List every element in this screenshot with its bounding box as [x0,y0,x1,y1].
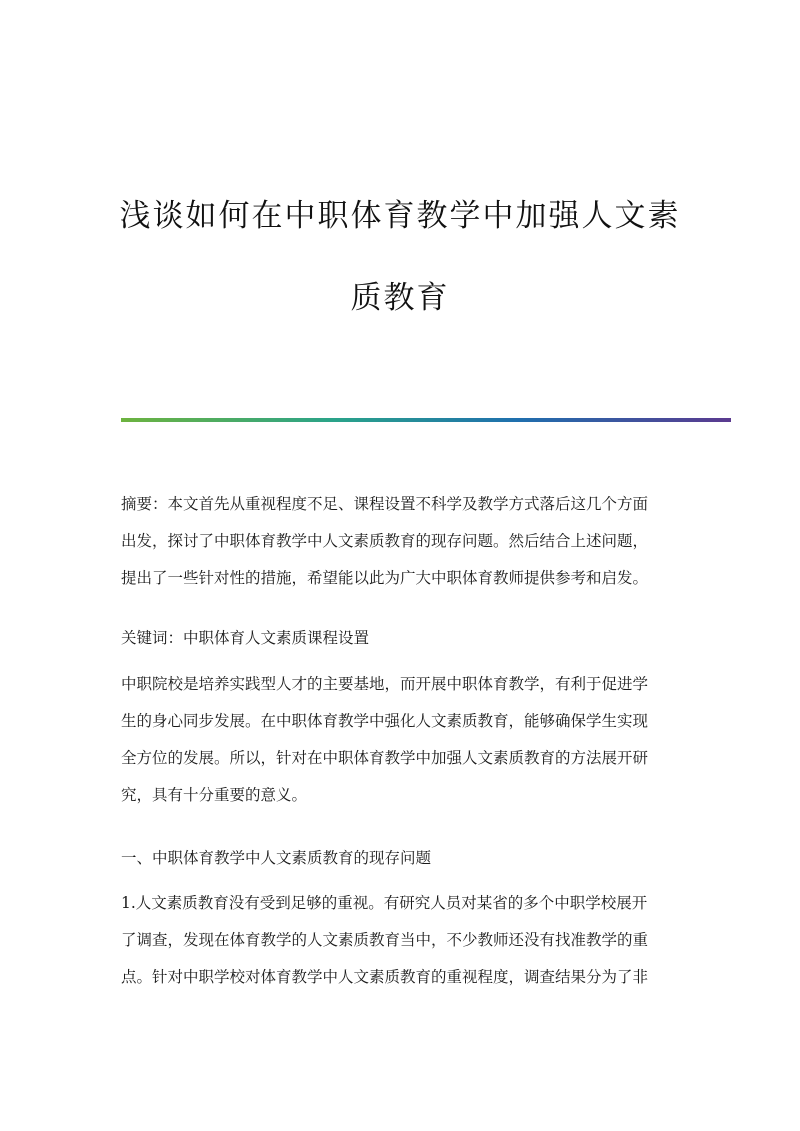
abstract-line: 出发，探讨了中职体育教学中人文素质教育的现存问题。然后结合上述问题， [121,532,649,550]
point-1-line: 1.人文素质教育没有受到足够的重视。有研究人员对某省的多个中职学校展开 [121,894,648,912]
keywords-line: 关键词：中职体育人文素质课程设置 [121,629,370,647]
document-title-line-2: 质教育 [350,280,450,316]
intro-line: 究，具有十分重要的意义。 [121,786,308,804]
abstract-paragraph [121,486,681,597]
intro-paragraph [121,666,681,814]
section-heading: 一、中职体育教学中人文素质教育的现存问题 [121,849,432,867]
document-title-line-1: 浅谈如何在中职体育教学中加强人文素 [119,198,681,234]
intro-line: 生的身心同步发展。在中职体育教学中强化人文素质教育，能够确保学生实现 [121,712,649,730]
abstract-line: 摘要：本文首先从重视程度不足、课程设置不科学及教学方式落后这几个方面 [121,495,649,513]
abstract-line: 提出了一些针对性的措施，希望能以此为广大中职体育教师提供参考和启发。 [121,569,649,587]
point-1-line: 了调查，发现在体育教学的人文素质教育当中，不少教师还没有找准教学的重 [121,931,649,949]
intro-line: 全方位的发展。所以，针对在中职体育教学中加强人文素质教育的方法展开研 [121,749,649,767]
intro-line: 中职院校是培养实践型人才的主要基地，而开展中职体育教学，有利于促进学 [121,675,649,693]
point-1-paragraph [121,885,681,996]
title-divider [121,418,731,422]
point-1-line: 点。针对中职学校对体育教学中人文素质教育的重视程度，调查结果分为了非 [121,968,649,986]
